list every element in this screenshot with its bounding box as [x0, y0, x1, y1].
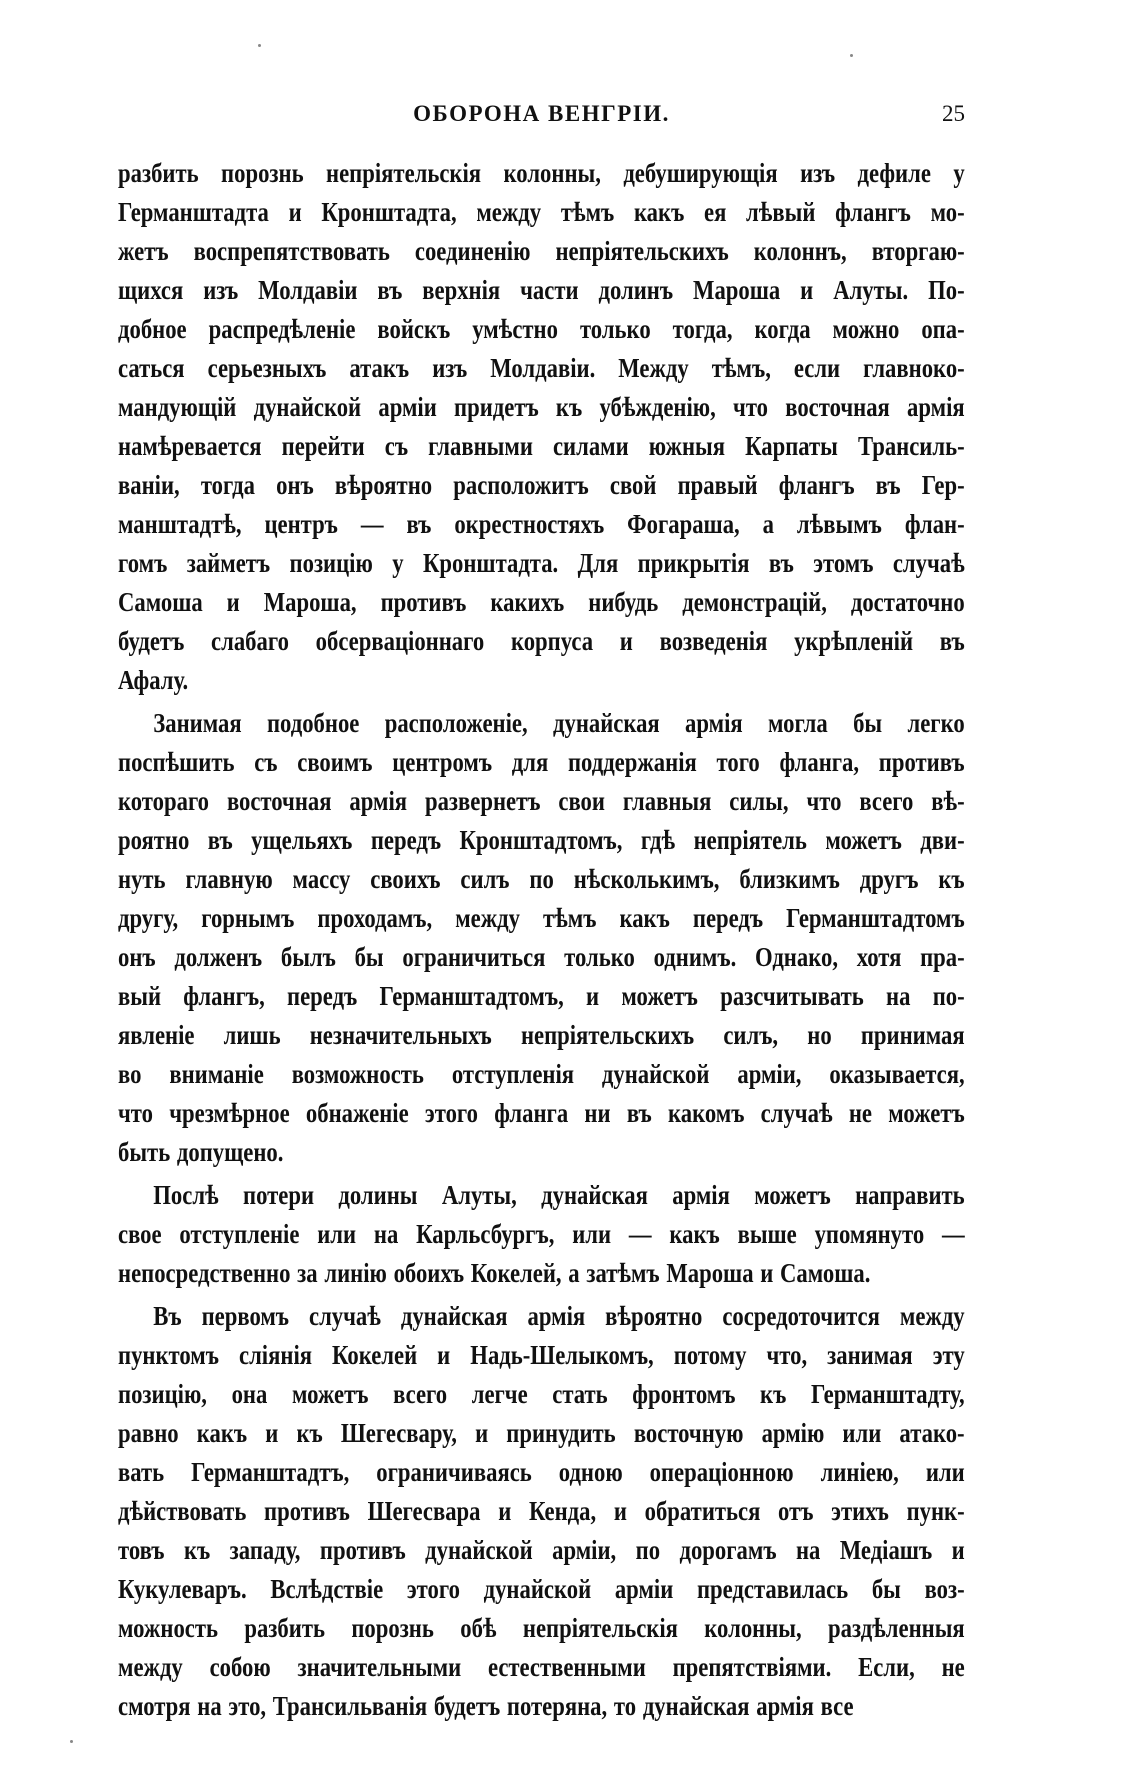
paper-speck: [258, 44, 261, 47]
text-line: можность разбить порознь обѣ непріятельскія колонны, раздѣленныя: [118, 1613, 965, 1643]
text-line: котораго восточная армія развернетъ свои главныя силы, что всего вѣ-: [118, 786, 965, 816]
text-line: намѣревается перейти съ главными силами южныя Карпаты Трансиль-: [118, 431, 965, 461]
text-line: явленіе лишь незначительныхъ непріятельскихъ силъ, но принимая: [118, 1020, 965, 1050]
paper-speck: [850, 54, 853, 57]
text-line: Германштадта и Кронштадта, между тѣмъ какъ ея лѣвый флангъ мо-: [118, 197, 965, 227]
page-number: 25: [942, 101, 965, 126]
text-line: саться серьезныхъ атакъ изъ Молдавіи. Между тѣмъ, если главноко-: [118, 353, 965, 383]
text-line: поспѣшить съ своимъ центромъ для поддержанія того фланга, противъ: [118, 747, 965, 777]
paragraph: [118, 704, 965, 1172]
text-line: ваніи, тогда онъ вѣроятно расположитъ свой правый флангъ въ Гер-: [118, 470, 965, 500]
text-line: пунктомъ сліянія Кокелей и Надь-Шелыкомъ, потому что, занимая эту: [118, 1340, 965, 1370]
text-line: между собою значительными естественными препятствіями. Если, не: [118, 1652, 965, 1682]
text-line: товъ къ западу, противъ дунайской арміи, по дорогамъ на Медіашъ и: [118, 1535, 965, 1565]
text-line: нуть главную массу своихъ силъ по нѣсколькимъ, близкимъ другъ къ: [118, 864, 965, 894]
paragraph: [118, 1176, 965, 1293]
paragraph: [118, 1297, 965, 1726]
text-line: добное распредѣленіе войскъ умѣстно только тогда, когда можно опа-: [118, 314, 965, 344]
text-line: равно какъ и къ Шегесвару, и принудить восточную армію или атако-: [118, 1418, 965, 1448]
text-line: позицію, она можетъ всего легче стать фронтомъ къ Германштадту,: [118, 1379, 965, 1409]
text-line: Афалу.: [118, 665, 189, 695]
text-line: Занимая подобное расположеніе, дунайская армія могла бы легко: [153, 708, 965, 738]
text-line: быть допущено.: [118, 1137, 284, 1167]
text-line: манштадтѣ, центръ — въ окрестностяхъ Фогараша, а лѣвымъ флан-: [118, 509, 965, 539]
text-line: непосредственно за линію обоихъ Кокелей, а затѣмъ Мароша и Самоша.: [118, 1258, 871, 1288]
text-line: будетъ слабаго обсерваціоннаго корпуса и возведенія укрѣпленій въ: [118, 626, 965, 656]
text-line: вый флангъ, передъ Германштадтомъ, и можетъ разсчитывать на по-: [118, 981, 965, 1011]
paragraph: [118, 154, 965, 700]
text-line: жетъ воспрепятствовать соединенію непріятельскихъ колоннъ, вторгаю-: [118, 236, 965, 266]
paper-speck: [70, 1740, 73, 1743]
text-line: роятно въ ущельяхъ передъ Кронштадтомъ, гдѣ непріятель можетъ дви-: [118, 825, 965, 855]
text-line: Въ первомъ случаѣ дунайская армія вѣроятно сосредоточится между: [153, 1301, 965, 1331]
running-title: ОБОРОНА ВЕНГРІИ.: [413, 101, 670, 126]
running-head: [118, 96, 965, 132]
text-line: вать Германштадтъ, ограничиваясь одною операціонною линіею, или: [118, 1457, 965, 1487]
text-line: дѣйствовать противъ Шегесвара и Кенда, и обратиться отъ этихъ пунк-: [118, 1496, 965, 1526]
text-line: щихся изъ Молдавіи въ верхнія части долинъ Мароша и Алуты. По-: [118, 275, 965, 305]
text-line: онъ долженъ былъ бы ограничиться только однимъ. Однако, хотя пра-: [118, 942, 965, 972]
body-text: [118, 154, 965, 1726]
text-line: мандующій дунайской арміи придетъ къ убѣжденію, что восточная армія: [118, 392, 965, 422]
text-line: гомъ займетъ позицію у Кронштадта. Для прикрытія въ этомъ случаѣ: [118, 548, 965, 578]
text-line: другу, горнымъ проходамъ, между тѣмъ какъ передъ Германштадтомъ: [118, 903, 965, 933]
text-line: Послѣ потери долины Алуты, дунайская армія можетъ направить: [153, 1180, 965, 1210]
text-line: смотря на это, Трансильванія будетъ потеряна, то дунайская армія все: [118, 1691, 854, 1721]
text-line: во вниманіе возможность отступленія дунайской арміи, оказывается,: [118, 1059, 965, 1089]
text-line: свое отступленіе или на Карльсбургъ, или — какъ выше упомянуто —: [118, 1219, 965, 1249]
text-line: Кукулеваръ. Вслѣдствіе этого дунайской арміи представилась бы воз-: [118, 1574, 965, 1604]
text-line: что чрезмѣрное обнаженіе этого фланга ни въ какомъ случаѣ не можетъ: [118, 1098, 965, 1128]
text-line: разбить порознь непріятельскія колонны, дебуширующія изъ дефиле у: [118, 158, 965, 188]
text-line: Самоша и Мароша, противъ какихъ нибудь демонстрацій, достаточно: [118, 587, 965, 617]
